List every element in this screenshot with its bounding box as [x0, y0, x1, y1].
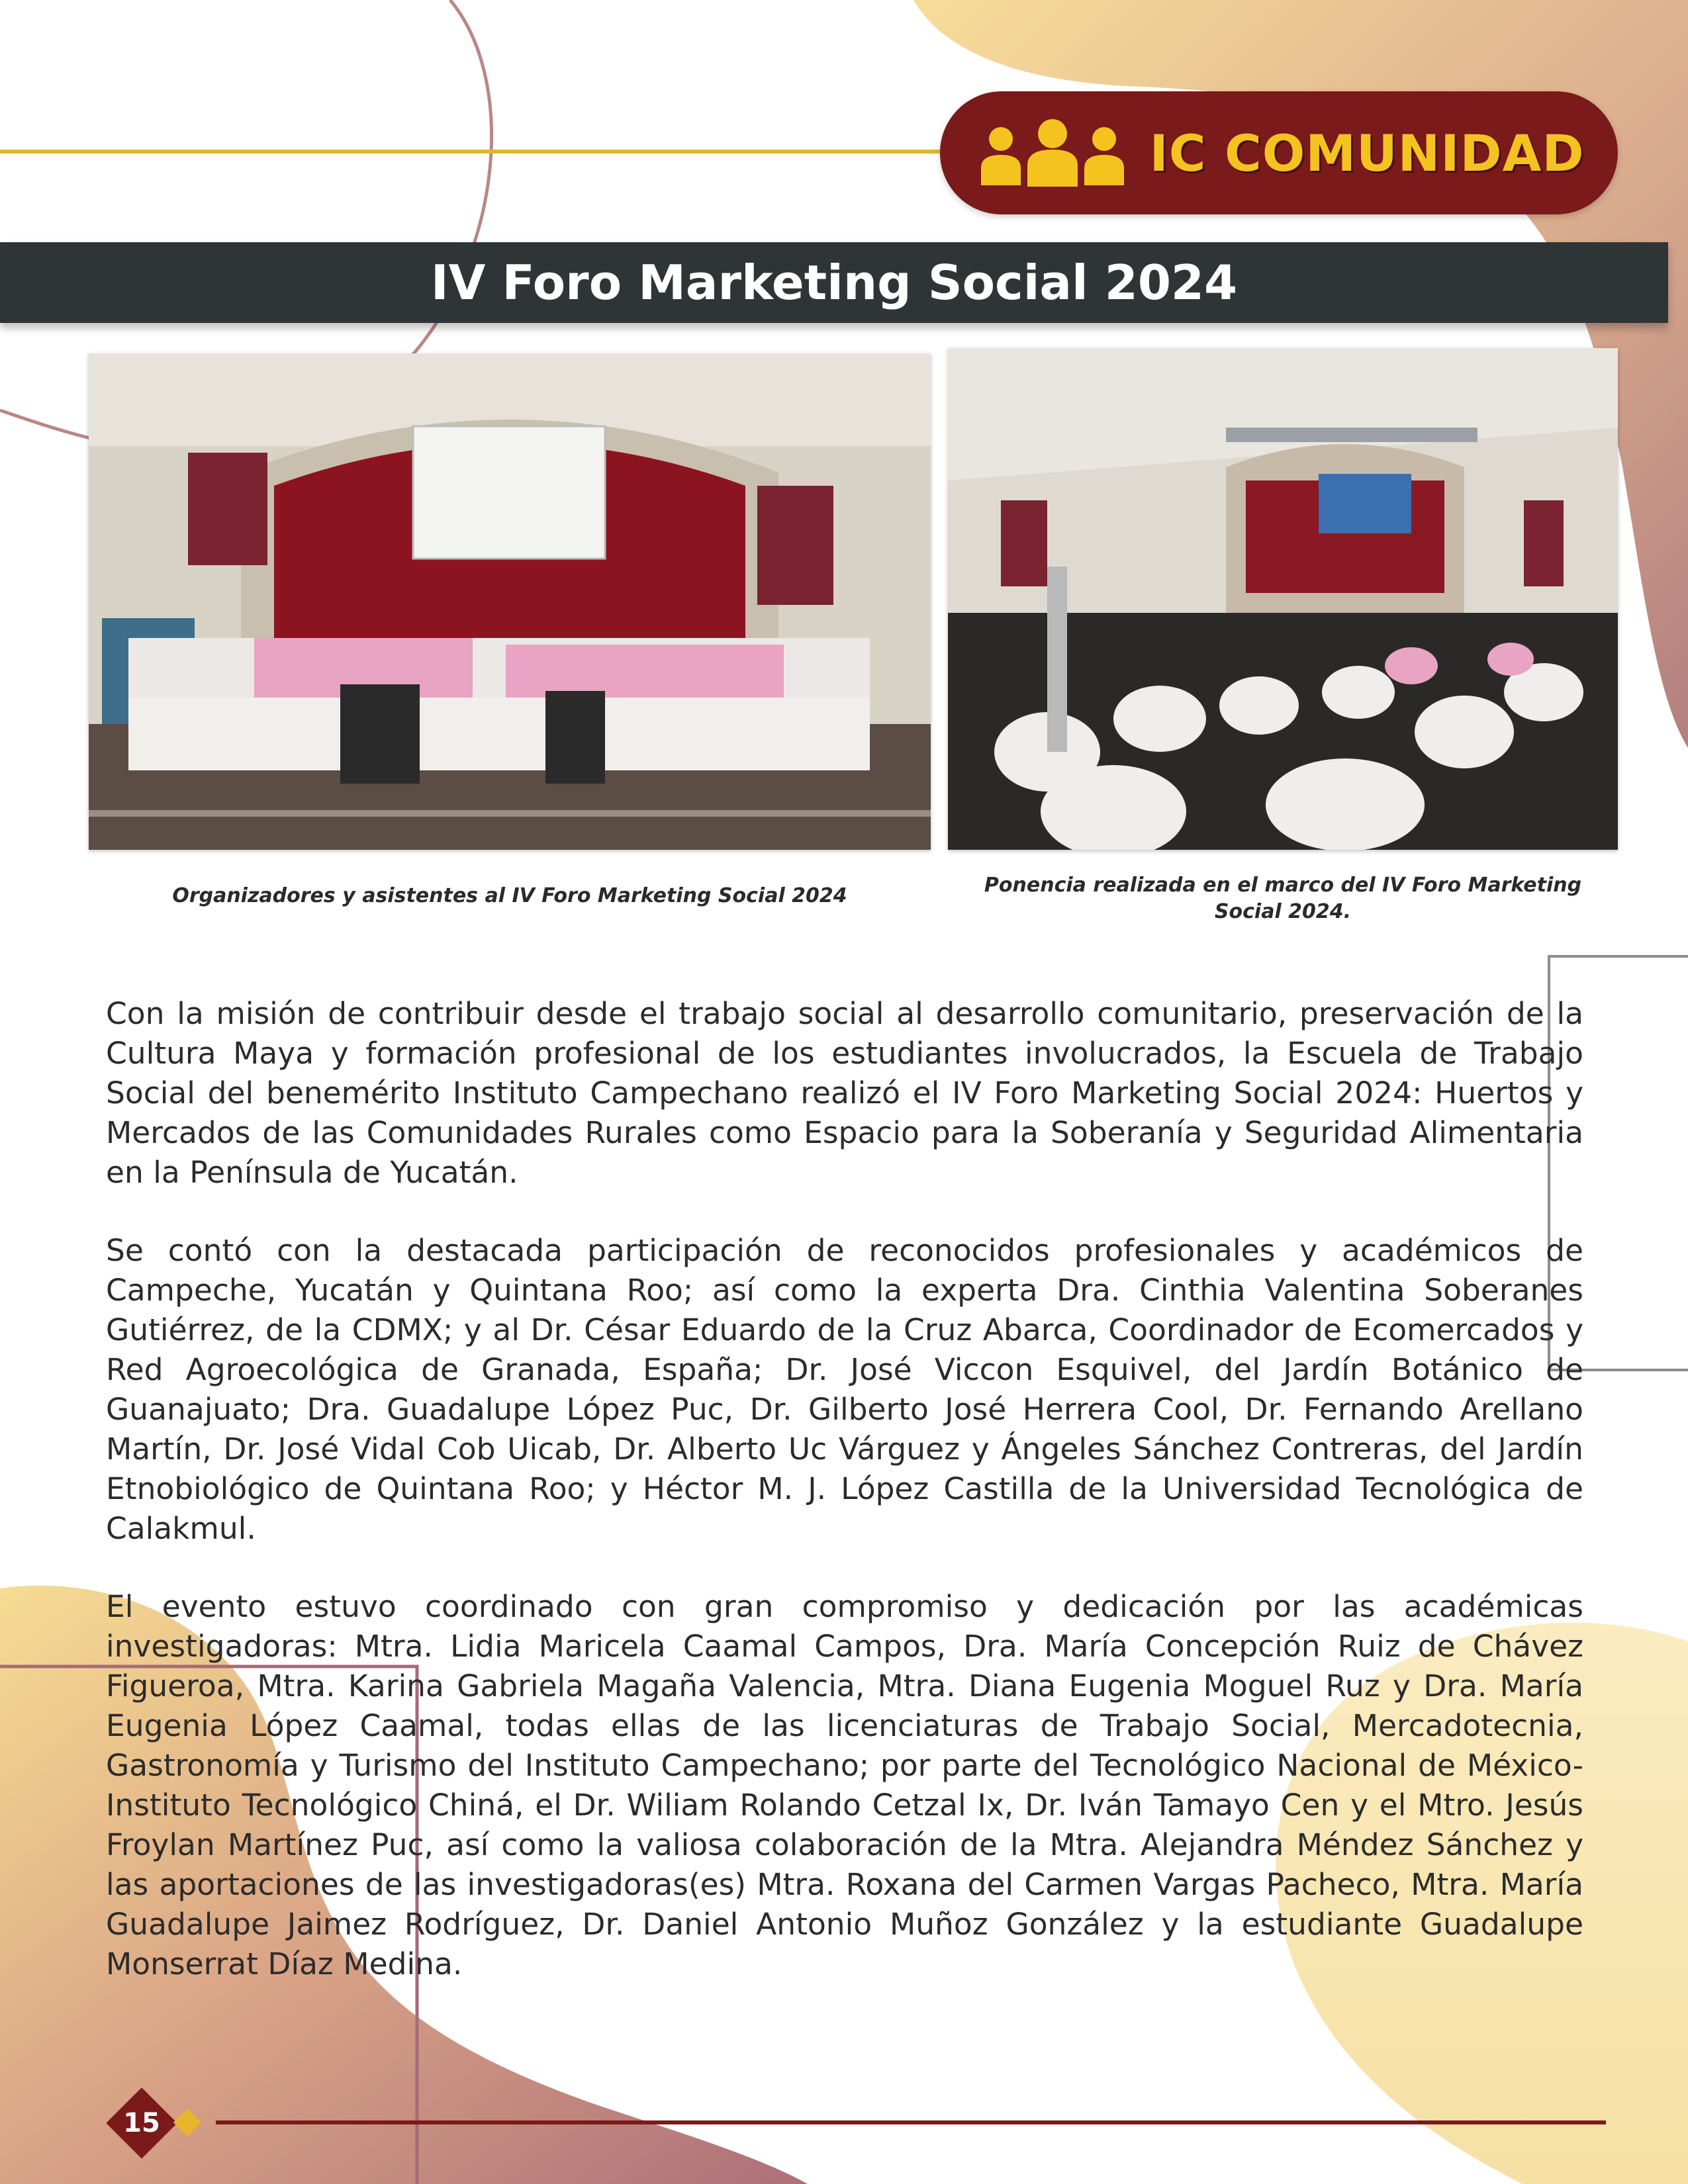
title-bar [0, 242, 1668, 323]
body-paragraph-2: Se contó con la destacada participación de reconocidos profesionales y académicos de Campeche, Yucatán y Quintana Roo; así como la experta Dra. Cinthia Valentina Soberanes Gutiérrez, de la CDMX; y al Dr. César Eduardo de la Cruz Abarca, Coordinador de Ecomercados y Red Agroecológica de Granada, España; Dr. José Viccon Esquivel, del Jardín Botánico de Guanajuato; Dra. Guadalupe López Puc, Dr. Gilberto José Herrera Cool, Dr. Fernando Arellano Martín, Dr. José Vidal Cob Uicab, Dr. Alberto Uc Várguez y Ángeles Sánchez Contreras, del Jardín Etnobiológico de Quintana Roo; y Héctor M. J. López Castilla de la Universidad Tecnológica de Calakmul. [106, 1232, 1583, 1546]
photo-group-attendees [89, 353, 931, 850]
section-label: IC COMUNIDAD [1149, 123, 1585, 183]
body-paragraph-3: El evento estuvo coordinado con gran compromiso y dedicación por las académicas investigadoras: Mtra. Lidia Maricela Caamal Campos, Dra. María Concepción Ruiz de Chávez Figueroa, Mtra. Karina Gabriela Magaña Valencia, Mtra. Diana Eugenia Moguel Ruz y Dra. María Eugenia López Caamal, todas ellas de las licenciaturas de Trabajo Social, Mercadotecnia, Gastronomía y Turismo del Instituto Campechano; por parte del Tecnológico Nacional de México-Instituto Tecnológico Chiná, el Dr. Wiliam Rolando Cetzal Ix, Dr. Iván Tamayo Cen y el Mtro. Jesús Froylan Martínez Puc, así como la valiosa colaboración de la Mtra. Alejandra Méndez Sánchez y las aportaciones de las investigadoras(es) Mtra. Roxana del Carmen Vargas Pacheco, Mtra. María Guadalupe Jaimez Rodríguez, Dr. Daniel Antonio Muñoz González y la estudiante Guadalupe Monserrat Díaz Medina. [106, 1588, 1583, 1981]
people-group-icon [973, 116, 1132, 189]
footer-line [216, 2120, 1606, 2124]
photo-caption-1: Organizadores y asistentes al IV Foro Marketing Social 2024 [172, 884, 847, 907]
section-badge [940, 91, 1618, 214]
page-number: 15 [123, 2108, 160, 2138]
photo-caption-2: Ponencia realizada en el marco del IV Foro Marketing Social 2024. [984, 874, 1582, 923]
body-paragraph-1: Con la misión de contribuir desde el trabajo social al desarrollo comunitario, preservación de la Cultura Maya y formación profesional de los estudiantes involucrados, la Escuela de Trabajo Social del benemérito Instituto Campechano realizó el IV Foro Marketing Social 2024: Huertos y Mercados de las Comunidades Rurales como Espacio para la Soberanía y Seguridad Alimentaria en la Península de Yucatán. [106, 995, 1583, 1190]
header-gold-line [0, 150, 940, 154]
photo-auditorium-presentation [948, 348, 1618, 850]
page-title: IV Foro Marketing Social 2024 [430, 255, 1238, 310]
